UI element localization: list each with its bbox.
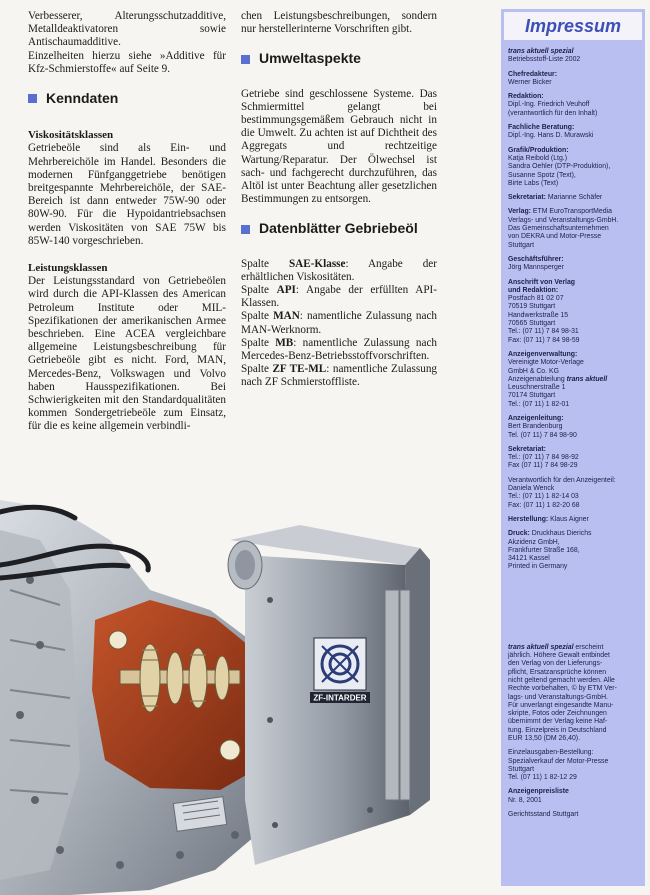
fachliche-beratung-entry: Fachliche Beratung: Dipl.-Ing. Hans D. Murawski (508, 124, 594, 140)
zf-intarder-logo (310, 638, 370, 703)
redaktion-entry: Redaktion: Dipl.-Ing. Friedrich Veuhoff (verantwortlich für den Inhalt) (508, 93, 598, 117)
spalte-label: SAE-Klasse (288, 257, 346, 270)
continuation-paragraph: chen Leistungsbeschreibungen, sondern nur herstellerinterne Vorschriften gibt. (241, 10, 437, 36)
umwelt-heading: Umweltaspekte (241, 52, 437, 65)
spalte-label: MB (275, 336, 294, 349)
druck-entry: Druck: Druckhaus Dierichs Akzidenz GmbH, Frankfurter Straße 168, 34121 Kassel Printed in Germany (508, 530, 592, 571)
anschrift-entry: Anschrift von Verlag und Redaktion: Postfach 81 02 07 70519 Stuttgart Handwerkstraße 15 70565 Stuttgart Tel.: (07 11) 7 84 98-31 Fax: (07 11) 7 84 98-59 (508, 278, 580, 344)
anzeigenverwaltung-entry: Anzeigenverwaltung: Vereinigte Motor-Verlage GmbH & Co. KG Anzeigenabteilung trans aktuell Leuschnerstraße 1 70174 Stuttgart Tel.: (07 11) 1 82-01 (508, 350, 608, 408)
intro-reference: Einzelheiten hierzu siehe »Additive für Kfz-Schmierstoffe« auf Seite 9. (28, 49, 226, 75)
preisliste-entry: Anzeigenpreisliste Nr. 8, 2001 (508, 788, 569, 804)
datenblaetter-heading: Datenblätter Gebriebeöl (241, 222, 437, 235)
impressum-box (501, 9, 645, 886)
spalte-text: Angabe der erhältlichen Viskositäten. (241, 257, 438, 283)
kenndaten-heading: Kenndaten (28, 92, 226, 105)
grafik-entry: Grafik/Produktion: Katja Reibold (Ltg.) Sandra Oehler (DTP-Produktion), Susanne Spotz (Text), Birte Labs (Text) (508, 146, 611, 187)
umwelt-paragraph: Getriebe sind geschlossene Systeme. Das Schmiermittel gelangt bei bestimmungsgemäßem Gebrauch nicht in die Umwelt. Zu achten ist auf Dichtheit des Aggregats und rechtzeitige Wartung/Reparatur. Der Ölwechsel ist sach- und fachgerecht durchzuführen, das Altöl ist unter Beachtung aller gesetzlichen Bestimmungen zu entsorgen. (241, 87, 437, 206)
spalte-row: Spalte MAN: namentliche Zulassung nach MAN-Werknorm. (241, 310, 438, 336)
spalte-list (241, 258, 437, 390)
heading-bullet-icon (241, 55, 250, 64)
einzelausgaben-entry: Einzelausgaben-Bestellung: Spezialverkauf der Motor-Presse Stuttgart Tel. (07 11) 1 82-12 29 (508, 749, 609, 782)
intro-paragraph: Verbesserer, Alterungsschutzadditive, Metalldeaktivatoren sowie Antischaumadditive. (28, 10, 226, 49)
spalte-row: Spalte API: Angabe der erfüllten API-Klassen. (241, 284, 438, 310)
herstellung-entry: Herstellung: Klaus Aigner (508, 515, 589, 523)
heading-bullet-icon (28, 94, 37, 103)
impressum-title: Impressum (504, 12, 642, 40)
spalte-text: namentliche Zulassung nach MAN-Werknorm. (241, 310, 438, 336)
spalte-label: API (276, 284, 296, 297)
erscheint-entry: trans aktuell spezial erscheint jährlich. Höhere Gewalt entbindet den Verlag von der Lieferungs- pflicht, Ersatzansprüche können nicht geltend gemacht werden. Alle Rechte vorbehalten, © by ETM Ver- lags- und Veranstaltungs-GmbH. Für unverlangt eingesandte Manu- skripte, Fotos oder Zeichnungen übernimmt der Verlag keine Haf- tung. Einzelpreis in Deutschland EUR 13,50 (DM 26,40). (508, 643, 617, 742)
chefredakteur-entry: Chefredakteur: Werner Bicker (508, 70, 558, 86)
spalte-text: namentliche Zulassung nach Mercedes-Benz-Betriebsstoffvorschriften. (241, 336, 438, 363)
text-column-left (28, 10, 226, 434)
publication-entry: trans aktuell spezial Betriebsstoff-Liste 2002 (508, 48, 581, 64)
spalte-row: Spalte MB: namentliche Zulassung nach Mercedes-Benz-Betriebsstoffvorschriften. (241, 336, 438, 363)
viskositaet-paragraph: Getriebeöle sind als Ein- und Mehrbereichöle im Handel. Besonders die modernen Fünfganggetriebe benötigen breitgespannte Mehrbereichöle, der SAE-Bereich ist dann entweder 75W-90 oder 80W-90. Für die Hypoidantriebsachsen werden Viskositäten von SAE 75W bis 85W-140 vorgeschrieben. (28, 142, 226, 247)
sekretariat-entry: Sekretariat: Marianne Schäfer (508, 194, 603, 202)
gearbox-retarder-illustration (0, 470, 430, 895)
gerichtsstand-entry: Gerichtsstand Stuttgart (508, 811, 579, 819)
leistung-paragraph: Der Leistungsstandard von Getriebeölen wird durch die API-Klassen des American Petroleum Institute oder MIL-Spezifikationen der amerikanischen Armee beschrieben. Eine ACEA vergleichbare allgemeine Leistungsbeschreibung für Getriebeöle gibt es nicht. Ford, MAN, Mercedes-Benz, Volkswagen und Volvo haben Hausspezifikationen. Bei Schwierigkeiten mit den Standardqualitäten kommen Sondergetriebeöle zum Einsatz, für die es keine allgemein verbindli- (28, 275, 226, 433)
retarder-fins (385, 590, 410, 800)
geschaeftsfuehrer-entry: Geschäftsführer: Jörg Mannsperger (508, 255, 564, 272)
verlag-entry: Verlag: ETM EuroTransportMedia Verlags- und Veranstaltungs-GmbH. Das Gemeinschaftsunternehmen von DEKRA und Motor-Presse Stuttgart (508, 208, 619, 249)
zf-logo-text: ZF-INTARDER (313, 693, 367, 703)
sekretariat-anzeigen-entry: Sekretariat: Tel.: (07 11) 7 84 98-92 Fax (07 11) 7 84 98-29 (508, 445, 579, 470)
spalte-row: Spalte SAE-Klasse: Angabe der erhältlichen Viskositäten. (241, 257, 438, 283)
viskositaet-subheading: Viskositätsklassen (28, 129, 114, 142)
spalte-text: namentliche Zulassung nach ZF Schmierstoffliste. (241, 363, 438, 389)
anzeigenleitung-entry: Anzeigenleitung: Bert Brandenburg Tel. (07 11) 7 84 98-90 (508, 414, 577, 439)
spalte-label: MAN (273, 310, 300, 323)
leistung-subheading: Leistungsklassen (28, 262, 108, 275)
spalte-text: Angabe der erfüllten API-Klassen. (241, 284, 438, 310)
spalte-label: ZF TE-ML (272, 363, 327, 376)
verantwortlich-entry: Verantwortlich für den Anzeigenteil: Daniela Wenck Tel.: (07 11) 1 82-14 03 Fax: (07 11) 1 82-20 68 (508, 476, 616, 509)
text-column-middle (241, 10, 437, 390)
heading-bullet-icon (241, 225, 250, 234)
spalte-row: Spalte ZF TE-ML: namentliche Zulassung nach ZF Schmierstoffliste. (241, 363, 438, 389)
